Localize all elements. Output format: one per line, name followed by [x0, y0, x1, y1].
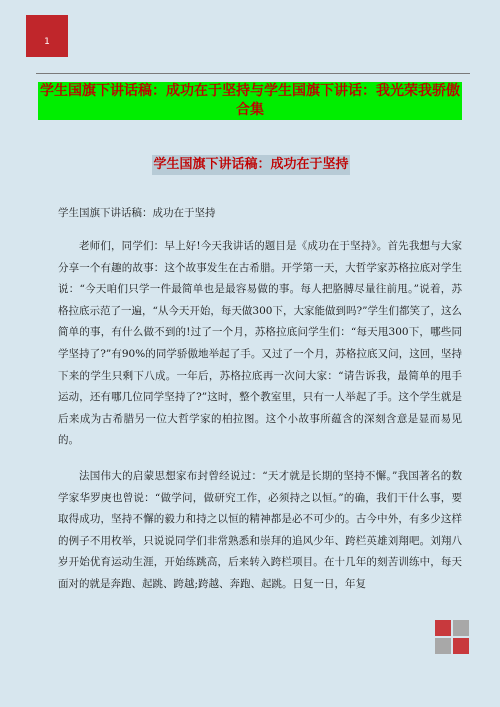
paragraph-2: 法国伟大的启蒙思想家布封曾经说过：“天才就是长期的坚持不懈。”我国著名的数学家华罗庚也曾说：“做学问，做研究工作，必须持之以恒。”的确，我们干什么事，要取得成功，坚持不懈的毅力和持之以恒的精神都是必不可少的。古今中外，有多少这样的例子不用枚举，只说说同学们非常熟悉和崇拜的追风少年、跨栏英雄刘翔吧。刘翔八岁开始优育运动生涯，开始练跳高，后来转入跨栏项目。在十几年的刻苦训练中，每天面对的就是奔跑、起跳、跨越;跨越、奔跑、起跳。日复一日，年复: [58, 470, 462, 590]
corner-square-gray-1: [453, 620, 469, 636]
corner-square-red-1: [435, 620, 451, 636]
document-title: 学生国旗下讲话稿：成功在于坚持与学生国旗下讲话：我光荣我骄傲合集: [40, 83, 460, 118]
subtitle: 学生国旗下讲话稿：成功在于坚持: [58, 207, 216, 219]
paragraph-1: 老师们，同学们：早上好!今天我讲话的题目是《成功在于坚持》。首先我想与大家分享一个有趣的故事：这个故事发生在古希腊。开学第一天，大哲学家苏格拉底对学生说：“今天咱们只学一件最简单也是最容易做的事。每人把胳膊尽量往前甩。”说着，苏格拉底示范了一遍，“从今天开始，每天做300下，大家能做到吗?”学生们都笑了，这么简单的事，有什么做不到的!过了一个月，苏格拉底问学生们：“每天甩300下，哪些同学坚持了?”有90%的同学骄傲地举起了手。又过了一个月，苏格拉底又问，这回，坚持下来的学生只剩下八成。一年后，苏格拉底再一次问大家：“请告诉我，最简单的甩手运动，还有哪几位同学坚持了?”这时，整个教室里，只有一人举起了手。这个学生就是后来成为古希腊另一位大哲学家的柏拉图。这个小故事所蕴含的深刻含意是显而易见的。: [58, 240, 462, 447]
section-title: 学生国旗下讲话稿：成功在于坚持: [152, 155, 350, 175]
corner-square-gray-2: [435, 638, 451, 654]
corner-square-red-2: [453, 638, 469, 654]
page-number-badge: [26, 15, 68, 57]
header-divider: [36, 73, 470, 74]
page-number: 1: [44, 37, 50, 47]
